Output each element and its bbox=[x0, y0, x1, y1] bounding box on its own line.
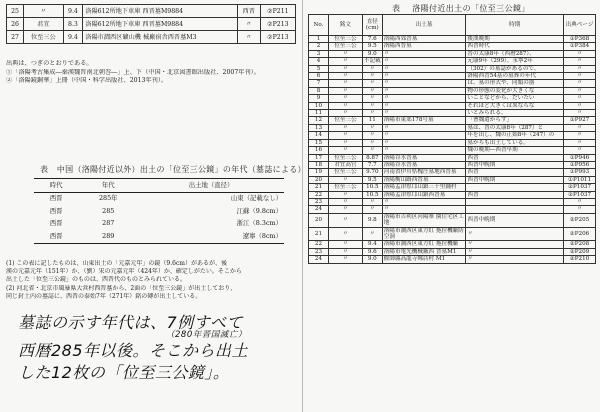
row-diameter: 9.5 bbox=[362, 43, 382, 50]
table-row bbox=[309, 65, 596, 72]
row-inscription: 〃 bbox=[328, 139, 362, 146]
row-source: ①P368 bbox=[564, 36, 596, 43]
row-source: 〃 bbox=[564, 110, 596, 117]
row-year: 289 bbox=[102, 231, 115, 240]
row-source: ②P205 bbox=[564, 213, 596, 227]
row-diameter: 9.4 bbox=[362, 241, 382, 248]
handwritten-annotation bbox=[18, 312, 300, 384]
row-number: 3 bbox=[309, 50, 329, 57]
header-era: 時代 bbox=[34, 179, 78, 193]
row-source: ②P1037 bbox=[564, 191, 596, 198]
table-row bbox=[309, 110, 596, 117]
table-row bbox=[309, 80, 596, 87]
row-diameter: 9.6 bbox=[362, 248, 382, 255]
row-number: 27 bbox=[7, 31, 24, 44]
row-number: 24 bbox=[309, 206, 329, 213]
row-source: ②P210 bbox=[564, 256, 596, 263]
row-inscription: 位至三公 bbox=[328, 43, 362, 50]
row-number: 16 bbox=[309, 147, 329, 154]
header-inscription: 銘文 bbox=[328, 15, 362, 36]
row-site: 江蘇（9.8cm） bbox=[236, 206, 282, 215]
row-inscription: 〃 bbox=[328, 73, 362, 80]
row-diameter: 7.6 bbox=[362, 36, 382, 43]
row-source: 〃 bbox=[564, 124, 596, 131]
row-source: ②P213 bbox=[260, 31, 295, 44]
row-inscription: 〃 bbox=[328, 50, 362, 57]
row-number: 24 bbox=[309, 256, 329, 263]
header-period: 時期 bbox=[466, 15, 564, 36]
row-number: 4 bbox=[309, 58, 329, 65]
row-inscription: 〃 bbox=[328, 176, 362, 183]
row-diameter: 〃 bbox=[362, 139, 382, 146]
row-diameter: 11 bbox=[362, 117, 382, 124]
row-inscription: 〃 bbox=[328, 147, 362, 154]
row-inscription: 〃 bbox=[328, 248, 362, 255]
row-source: 〃 bbox=[564, 50, 596, 57]
row-period: いことなどから、だいたい bbox=[466, 95, 564, 102]
row-tomb: 洛陽衡山路西晋墓 bbox=[382, 176, 466, 183]
row-diameter: 〃 bbox=[362, 147, 382, 154]
row-site: 浙江（8.3cm） bbox=[236, 219, 282, 228]
table-row bbox=[309, 124, 596, 131]
row-period: 西晋 bbox=[466, 169, 564, 176]
table-row bbox=[309, 132, 596, 139]
row-diameter: 7.7 bbox=[362, 161, 382, 168]
row-inscription: 君宜高官 bbox=[328, 161, 362, 168]
row-year: 285 bbox=[102, 206, 115, 215]
table-header-row bbox=[34, 179, 284, 193]
row-diameter: 9.70 bbox=[362, 169, 382, 176]
row-inscription: 〃 bbox=[328, 102, 362, 109]
row-tomb: 〃 bbox=[382, 80, 466, 87]
header-year: 年代 bbox=[78, 179, 138, 193]
handwritten-line-3: した12枚の「位至三公鏡」。 bbox=[18, 363, 230, 382]
row-source: ①P384 bbox=[564, 43, 596, 50]
row-number: 6 bbox=[309, 73, 329, 80]
row-inscription: 〃 bbox=[328, 124, 362, 131]
row-tomb: 〃 bbox=[382, 87, 466, 94]
table-row bbox=[309, 227, 596, 241]
table-row bbox=[309, 184, 596, 191]
row-site: 洛陽市澗西区礦山機 械廠宿舎西晋墓M3 bbox=[83, 31, 237, 44]
row-source: ②P206 bbox=[564, 227, 596, 241]
row-tomb: 〃 bbox=[382, 198, 466, 205]
row-diameter: 9.4 bbox=[63, 31, 83, 44]
row-site: 山東（記載なし） bbox=[230, 194, 282, 203]
table-title-text: 洛陽付近出土の「位至三公鏡」 bbox=[412, 4, 530, 13]
row-number: 7 bbox=[309, 80, 329, 87]
table-row bbox=[309, 161, 596, 168]
note-line: 出土した「位至三公鏡」のものは、西晋代のものとみられている。 bbox=[6, 276, 187, 284]
row-tomb: 〃 bbox=[382, 50, 466, 57]
row-diameter: 〃 bbox=[362, 110, 382, 117]
row-number: 10 bbox=[309, 102, 329, 109]
row-tomb: 〃 bbox=[382, 132, 466, 139]
row-source: ②P1037 bbox=[564, 184, 596, 191]
row-inscription: 位至三公 bbox=[328, 169, 362, 176]
row-source: ①P946 bbox=[564, 154, 596, 161]
table-row bbox=[309, 117, 596, 124]
row-source: 〃 bbox=[564, 206, 596, 213]
row-diameter: 不記載 bbox=[363, 58, 381, 65]
row-number: 25 bbox=[7, 5, 24, 18]
row-inscription: 〃 bbox=[328, 110, 362, 117]
row-diameter: 〃 bbox=[362, 198, 382, 205]
row-period: 後漢晩期 bbox=[466, 36, 564, 43]
row-number: 23 bbox=[309, 198, 329, 205]
right-table-title bbox=[392, 3, 530, 14]
row-period bbox=[466, 206, 564, 213]
row-number: 22 bbox=[309, 191, 329, 198]
row-period: 晋の太康8年（西暦287）、 bbox=[466, 50, 564, 57]
row-inscription: 〃 bbox=[328, 132, 362, 139]
row-tomb: 〃 bbox=[382, 110, 466, 117]
row-tomb: 洛陽市澗西区東方紅 拖拉機廠 bbox=[382, 241, 466, 248]
note-line: 漢の元嘉元年（151年）か、（劉）宋の元嘉元年（424年）か、確定しがたい。そこから bbox=[6, 268, 242, 276]
row-inscription: 〃 bbox=[24, 5, 64, 18]
row-period: 西晋 bbox=[466, 191, 564, 198]
row-period: 〃 bbox=[466, 227, 564, 241]
row-source: 〃 bbox=[564, 95, 596, 102]
row-tomb: 洛陽西晋墓 bbox=[382, 43, 466, 50]
table-row bbox=[309, 36, 596, 43]
row-period: 西晋時代 bbox=[466, 43, 564, 50]
note-line: (2) 河北省・北京市風暴県大営村西晋墓から、2面の「位至三公鏡」が出土しており、 bbox=[6, 284, 237, 292]
table-header-row bbox=[309, 15, 596, 36]
row-source: ②P208 bbox=[564, 241, 596, 248]
row-number: 20 bbox=[309, 213, 329, 227]
row-period: 洛陽西晋54基の墓葬の年代 bbox=[466, 73, 564, 80]
row-period: 西晋中晩期 bbox=[466, 176, 564, 183]
row-inscription: 〃 bbox=[328, 198, 362, 205]
row-number: 21 bbox=[309, 184, 329, 191]
row-source: ②P209 bbox=[564, 248, 596, 255]
note-line: ②「洛陽鏡銅華」上冊（中国・科学出版社、2013年刊）。 bbox=[6, 77, 168, 84]
row-tomb: 洛陽西郊晋墓 bbox=[382, 36, 466, 43]
row-source: ①P993 bbox=[564, 169, 596, 176]
row-number: 2 bbox=[309, 43, 329, 50]
row-period: 〃 bbox=[466, 248, 564, 255]
row-inscription: 位至三公 bbox=[328, 117, 362, 124]
table-row bbox=[309, 256, 596, 263]
row-period: 年を出し、魏の正始8年（247）の bbox=[466, 132, 564, 139]
table-row bbox=[309, 198, 596, 205]
row-inscription: 〃 bbox=[328, 256, 362, 263]
row-number: 21 bbox=[309, 227, 329, 241]
table-row bbox=[7, 31, 296, 44]
row-era: 西晋 bbox=[237, 5, 260, 18]
row-period: それほど大きくは異ならな bbox=[466, 102, 564, 109]
row-inscription: 位至三公 bbox=[24, 31, 64, 44]
row-period: いとみられる。 bbox=[466, 110, 564, 117]
row-period: 魏の晩期―西晋早期 bbox=[466, 147, 564, 154]
row-tomb: 〃 bbox=[382, 102, 466, 109]
row-diameter: 〃 bbox=[362, 95, 382, 102]
row-period: 「曹魏遣からず」 bbox=[466, 117, 564, 124]
table-row bbox=[309, 87, 596, 94]
row-tomb: 洛陽市電光機械廠西 晋墓M1 bbox=[382, 248, 466, 255]
china-notes bbox=[6, 260, 298, 301]
row-number: 22 bbox=[309, 241, 329, 248]
row-period: 元康9年（299）、永寧2年 bbox=[466, 58, 564, 65]
row-number: 18 bbox=[309, 161, 329, 168]
note-line: (1) この表に記したものは、山東出土の「元嘉元年」の鏡（9.6cm）があるが、後 bbox=[6, 260, 227, 267]
row-diameter: 8.87 bbox=[362, 154, 382, 161]
row-tomb: 洛陽市東郊178号墓 bbox=[382, 117, 466, 124]
row-tomb: 洛陽谷水晋墓 bbox=[382, 154, 466, 161]
row-diameter: 9.8 bbox=[362, 213, 382, 227]
table-row bbox=[7, 18, 296, 31]
row-period: （302）の墓誌があるので、 bbox=[466, 65, 564, 72]
china-era-table bbox=[34, 178, 284, 244]
row-era: 西晋 bbox=[49, 219, 63, 228]
row-tomb: 〃 bbox=[382, 65, 466, 72]
table-row bbox=[309, 176, 596, 183]
row-site: 遼寧（8cm） bbox=[242, 231, 282, 240]
row-inscription: 〃 bbox=[328, 213, 362, 227]
header-source: 出典ページ bbox=[564, 15, 596, 36]
row-number: 8 bbox=[309, 87, 329, 94]
row-inscription: 君宜 bbox=[24, 18, 64, 31]
row-tomb: 洛陽孟津県邙山鎮西晋墓 bbox=[382, 191, 466, 198]
china-table-title bbox=[40, 164, 306, 175]
table-title-text: 中国（洛陽付近以外）出土の「位至三公鏡」の年代（墓誌による） bbox=[56, 165, 306, 174]
table-row bbox=[309, 50, 596, 57]
table-row bbox=[309, 241, 596, 248]
row-period: 西晋中晩期 bbox=[466, 161, 564, 168]
table-row bbox=[309, 169, 596, 176]
row-tomb: 〃 bbox=[382, 147, 466, 154]
note-line: 同じ封土内の墓誌に、西晋の泰始7年（271年）銘の磚が出土している。 bbox=[6, 292, 202, 300]
table-row bbox=[309, 102, 596, 109]
row-period bbox=[466, 198, 564, 205]
row-source: ②P211 bbox=[260, 5, 295, 18]
row-source: ①P956 bbox=[564, 161, 596, 168]
row-diameter: 9.0 bbox=[362, 50, 382, 57]
row-number: 23 bbox=[309, 248, 329, 255]
row-source: 〃 bbox=[564, 80, 596, 87]
header-tomb: 出土墓 bbox=[382, 15, 466, 36]
row-source: ①P1011 bbox=[564, 176, 596, 183]
row-inscription: 〃 bbox=[328, 191, 362, 198]
row-period: 西晋中晩期 bbox=[466, 213, 564, 227]
row-era: 西晋 bbox=[49, 231, 63, 240]
row-source: 〃 bbox=[564, 139, 596, 146]
handwritten-line-1: 墓誌の示す年代は、7例すべて bbox=[18, 313, 243, 332]
row-source: ②P213 bbox=[260, 18, 295, 31]
row-diameter: 〃 bbox=[362, 124, 382, 131]
row-era: 西晋 bbox=[49, 194, 63, 203]
row-inscription: 位至三公 bbox=[328, 36, 362, 43]
row-tomb: 〃 bbox=[382, 139, 466, 146]
row-era: 西晋 bbox=[49, 206, 63, 215]
row-inscription: 〃 bbox=[328, 227, 362, 241]
row-tomb: 洛陽市澗西区東方紅 拖拉機廠防空洞 bbox=[382, 227, 466, 241]
row-period: 〃 bbox=[466, 256, 564, 263]
row-year: 285年 bbox=[98, 194, 118, 203]
row-inscription: 〃 bbox=[328, 58, 362, 65]
table-row bbox=[309, 213, 596, 227]
row-period: 墓は、晋の太康8年（287）と bbox=[466, 124, 564, 131]
row-inscription: 〃 bbox=[328, 241, 362, 248]
row-period: 墓からも出土している。 bbox=[466, 139, 564, 146]
table-row bbox=[309, 154, 596, 161]
row-inscription: 位至三公 bbox=[328, 154, 362, 161]
row-source: 〃 bbox=[564, 132, 596, 139]
table-row bbox=[7, 5, 296, 18]
row-era: 〃 bbox=[237, 31, 260, 44]
table-row bbox=[309, 58, 596, 65]
row-number: 20 bbox=[309, 176, 329, 183]
left-notes bbox=[6, 60, 298, 86]
row-tomb: 洛陽谷水晋墓 bbox=[382, 161, 466, 168]
row-tomb: 洛陽孟津県邙山鎮三十里鋪村 bbox=[382, 184, 466, 191]
row-number: 26 bbox=[7, 18, 24, 31]
handwritten-line-2: 西暦285年以後。そこから出土 bbox=[18, 341, 249, 360]
table-row bbox=[309, 147, 596, 154]
luoyang-mirror-table bbox=[308, 14, 596, 264]
row-diameter: 9.0 bbox=[362, 256, 382, 263]
row-diameter: 〃 bbox=[362, 87, 382, 94]
row-diameter: 10.5 bbox=[362, 184, 382, 191]
row-number: 1 bbox=[309, 36, 329, 43]
table-row bbox=[309, 95, 596, 102]
row-number: 13 bbox=[309, 124, 329, 131]
row-period: 物の形態の変化が大きくな bbox=[466, 87, 564, 94]
row-tomb: 〃 bbox=[382, 206, 466, 213]
row-number: 12 bbox=[309, 117, 329, 124]
table-row bbox=[309, 191, 596, 198]
row-diameter: 〃 bbox=[362, 73, 382, 80]
row-number: 11 bbox=[309, 110, 329, 117]
row-number: 9 bbox=[309, 95, 329, 102]
row-diameter: 9.4 bbox=[63, 5, 83, 18]
row-source: 〃 bbox=[564, 147, 596, 154]
header-site: 出土地（直径） bbox=[138, 179, 284, 193]
row-tomb: 河南省伊川県槐庄墓地西晋墓 bbox=[382, 169, 466, 176]
row-inscription: 位至三公 bbox=[328, 184, 362, 191]
row-inscription: 〃 bbox=[328, 65, 362, 72]
row-era: 〃 bbox=[237, 18, 260, 31]
row-source: ①P927 bbox=[564, 117, 596, 124]
header-no: No. bbox=[309, 15, 329, 36]
row-inscription: 〃 bbox=[328, 87, 362, 94]
row-diameter: 〃 bbox=[362, 206, 382, 213]
table-row bbox=[309, 206, 596, 213]
row-tomb: 〃 bbox=[382, 124, 466, 131]
row-source: 〃 bbox=[564, 58, 596, 65]
row-number: 14 bbox=[309, 132, 329, 139]
row-tomb: 洛陽市吉利区河陽寨 園住宅区工地 bbox=[382, 213, 466, 227]
row-inscription: 〃 bbox=[328, 95, 362, 102]
row-source: 〃 bbox=[564, 65, 596, 72]
row-period: 〃 bbox=[466, 241, 564, 248]
row-diameter: 〃 bbox=[362, 80, 382, 87]
row-number: 15 bbox=[309, 139, 329, 146]
row-site: 洛陽612所地下車庫 西晋墓M9884 bbox=[83, 18, 237, 31]
table-row bbox=[309, 73, 596, 80]
page-divider bbox=[302, 0, 303, 412]
row-inscription: 〃 bbox=[328, 80, 362, 87]
row-source: 〃 bbox=[564, 198, 596, 205]
row-tomb: 〃 bbox=[382, 95, 466, 102]
row-period: は、墓の形式や、同類の器 bbox=[466, 80, 564, 87]
row-number: 5 bbox=[309, 65, 329, 72]
table-row bbox=[34, 192, 284, 205]
handwritten-note: （280年晋国滅亡） bbox=[166, 330, 247, 340]
table-row bbox=[34, 205, 284, 218]
row-diameter: 10.5 bbox=[362, 191, 382, 198]
row-year: 287 bbox=[102, 219, 115, 228]
row-diameter: 〃 bbox=[362, 65, 382, 72]
row-tomb: 〃 bbox=[382, 58, 466, 65]
table-row bbox=[34, 218, 284, 231]
header-diameter: 直径(cm) bbox=[362, 15, 382, 36]
table-row bbox=[309, 248, 596, 255]
table-row bbox=[309, 139, 596, 146]
row-tomb: 偃師縣高龍寺鄭店村 M1 bbox=[382, 256, 466, 263]
note-line: ①「洛陽考古集成―秦漢魏晋南北朝巻―」上、下（中国・北京図書館出版社、2007年刊）。 bbox=[6, 68, 260, 76]
row-period bbox=[466, 184, 564, 191]
table-row bbox=[34, 230, 284, 243]
table-label: 表 bbox=[392, 4, 401, 13]
left-continuation-table bbox=[6, 4, 296, 44]
row-period: 西晋 bbox=[466, 154, 564, 161]
row-number: 17 bbox=[309, 154, 329, 161]
note-line: 出典は、つぎのとおりである。 bbox=[6, 60, 93, 67]
row-tomb: 〃 bbox=[382, 73, 466, 80]
table-label: 表 bbox=[40, 165, 49, 174]
row-site: 洛陽612所地下車庫 西晋墓M9884 bbox=[83, 5, 237, 18]
row-diameter: 〃 bbox=[362, 227, 382, 241]
row-diameter: 〃 bbox=[362, 132, 382, 139]
table-row bbox=[309, 43, 596, 50]
row-source: 〃 bbox=[564, 102, 596, 109]
row-diameter: 8.3 bbox=[63, 18, 83, 31]
row-inscription: 〃 bbox=[328, 206, 362, 213]
row-diameter: 〃 bbox=[362, 102, 382, 109]
row-number: 19 bbox=[309, 169, 329, 176]
row-diameter: 9.5 bbox=[362, 176, 382, 183]
row-source: 〃 bbox=[564, 73, 596, 80]
row-source: 〃 bbox=[564, 87, 596, 94]
